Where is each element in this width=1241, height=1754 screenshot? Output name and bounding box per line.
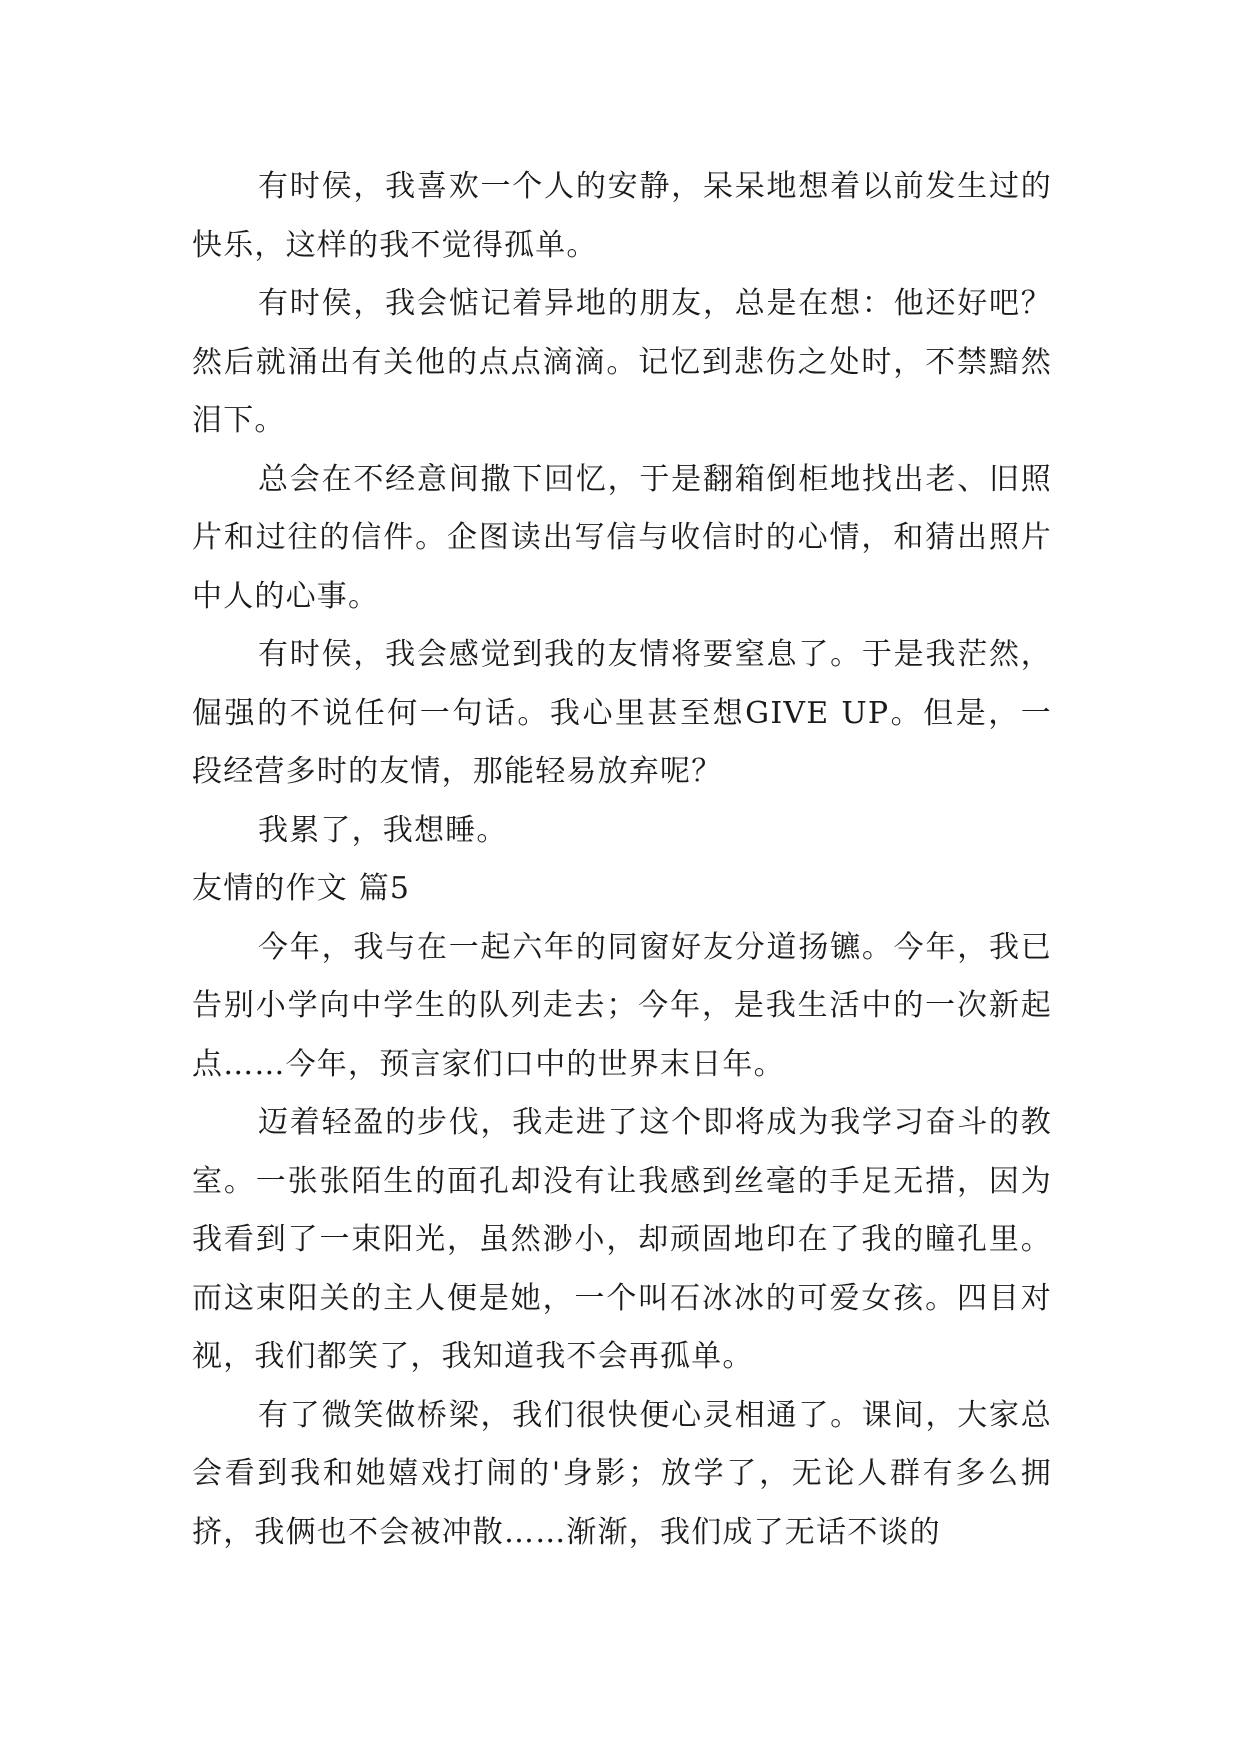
paragraph: 总会在不经意间撒下回忆，于是翻箱倒柜地找出老、旧照片和过往的信件。企图读出写信与收信时的心情，和猜出照片中人的心事。 bbox=[192, 461, 1052, 614]
paragraph: 有了微笑做桥梁，我们很快便心灵相通了。课间，大家总会看到我和她嬉戏打闹的'身影；放学了，无论人群有多么拥挤，我俩也不会被冲散……渐渐，我们成了无话不谈的 bbox=[192, 1397, 1052, 1550]
paragraph: 有时侯，我喜欢一个人的安静，呆呆地想着以前发生过的快乐，这样的我不觉得孤单。 bbox=[192, 169, 1052, 263]
document-body bbox=[192, 158, 1052, 1562]
section-heading: 友情的作文 篇5 bbox=[192, 871, 411, 906]
paragraph: 迈着轻盈的步伐，我走进了这个即将成为我学习奋斗的教室。一张张陌生的面孔却没有让我感到丝毫的手足无措，因为我看到了一束阳光，虽然渺小，却顽固地印在了我的瞳孔里。而这束阳关的主人便是她，一个叫石冰冰的可爱女孩。四目对视，我们都笑了，我知道我不会再孤单。 bbox=[192, 1105, 1052, 1374]
paragraph: 有时侯，我会感觉到我的友情将要窒息了。于是我茫然，倔强的不说任何一句话。我心里甚至想GIVE UP。但是，一段经营多时的友情，那能轻易放弃呢？ bbox=[192, 637, 1052, 789]
paragraph: 我累了，我想睡。 bbox=[258, 812, 508, 848]
paragraph: 今年，我与在一起六年的同窗好友分道扬镳。今年，我已告别小学向中学生的队列走去；今年，是我生活中的一次新起点……今年，预言家们口中的世界末日年。 bbox=[192, 929, 1052, 1082]
paragraph: 有时侯，我会惦记着异地的朋友，总是在想：他还好吧？然后就涌出有关他的点点滴滴。记忆到悲伤之处时，不禁黯然泪下。 bbox=[192, 286, 1052, 438]
